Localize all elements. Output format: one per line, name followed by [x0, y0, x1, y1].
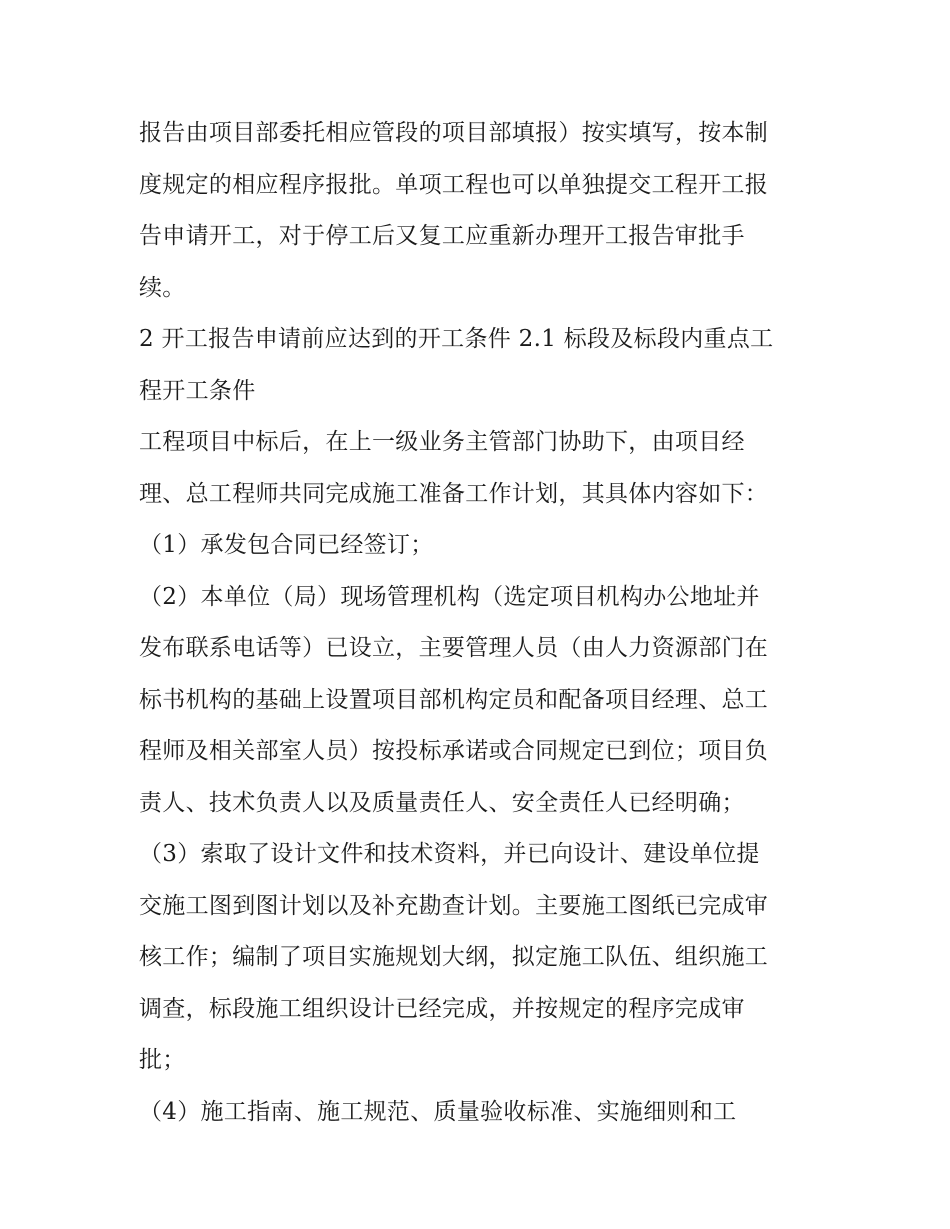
body-text: [139, 108, 829, 1138]
text-line: 程师及相关部室人员）按投标承诺或合同规定已到位；项目负: [139, 738, 769, 764]
text-line: 续。: [139, 274, 186, 301]
list-item-line: （3）索取了设计文件和技术资料，并已向设计、建设单位提: [139, 841, 760, 867]
text-line: 交施工图到图计划以及补充勘查计划。主要施工图纸已完成审: [139, 892, 769, 919]
text-line: 工程项目中标后，在上一级业务主管部门协助下，由项目经: [139, 429, 745, 455]
section-heading-line: 程开工条件: [139, 377, 256, 404]
text-line: 告申请开工，对于停工后又复工应重新办理开工报告审批手: [139, 223, 745, 249]
text-line: 批；: [139, 1047, 186, 1073]
text-line: 报告由项目部委托相应管段的项目部填报）按实填写，按本制: [139, 120, 769, 146]
list-item-line: （2）本单位（局）现场管理机构（选定项目机构办公地址并: [139, 583, 760, 610]
text-line: 标书机构的基础上设置项目部机构定员和配备项目经理、总工: [139, 686, 769, 713]
list-item-line: （1）承发包合同已经签订；: [139, 532, 434, 558]
text-line: 核工作；编制了项目实施规划大纲，拟定施工队伍、组织施工: [139, 944, 769, 970]
section-heading-line: 2 开工报告申请前应达到的开工条件 2.1 标段及标段内重点工: [139, 326, 774, 352]
text-line: 责人、技术负责人以及质量责任人、安全责任人已经明确；: [139, 789, 745, 816]
text-line: 发布联系电话等）已设立，主要管理人员（由人力资源部门在: [139, 635, 769, 661]
text-line: 调查，标段施工组织设计已经完成，并按规定的程序完成审: [139, 995, 745, 1022]
text-line: 理、总工程师共同完成施工准备工作计划，其具体内容如下：: [139, 480, 769, 507]
list-item-line: （4）施工指南、施工规范、质量验收标准、实施细则和工: [139, 1098, 737, 1125]
text-line: 度规定的相应程序报批。单项工程也可以单独提交工程开工报: [139, 171, 769, 198]
